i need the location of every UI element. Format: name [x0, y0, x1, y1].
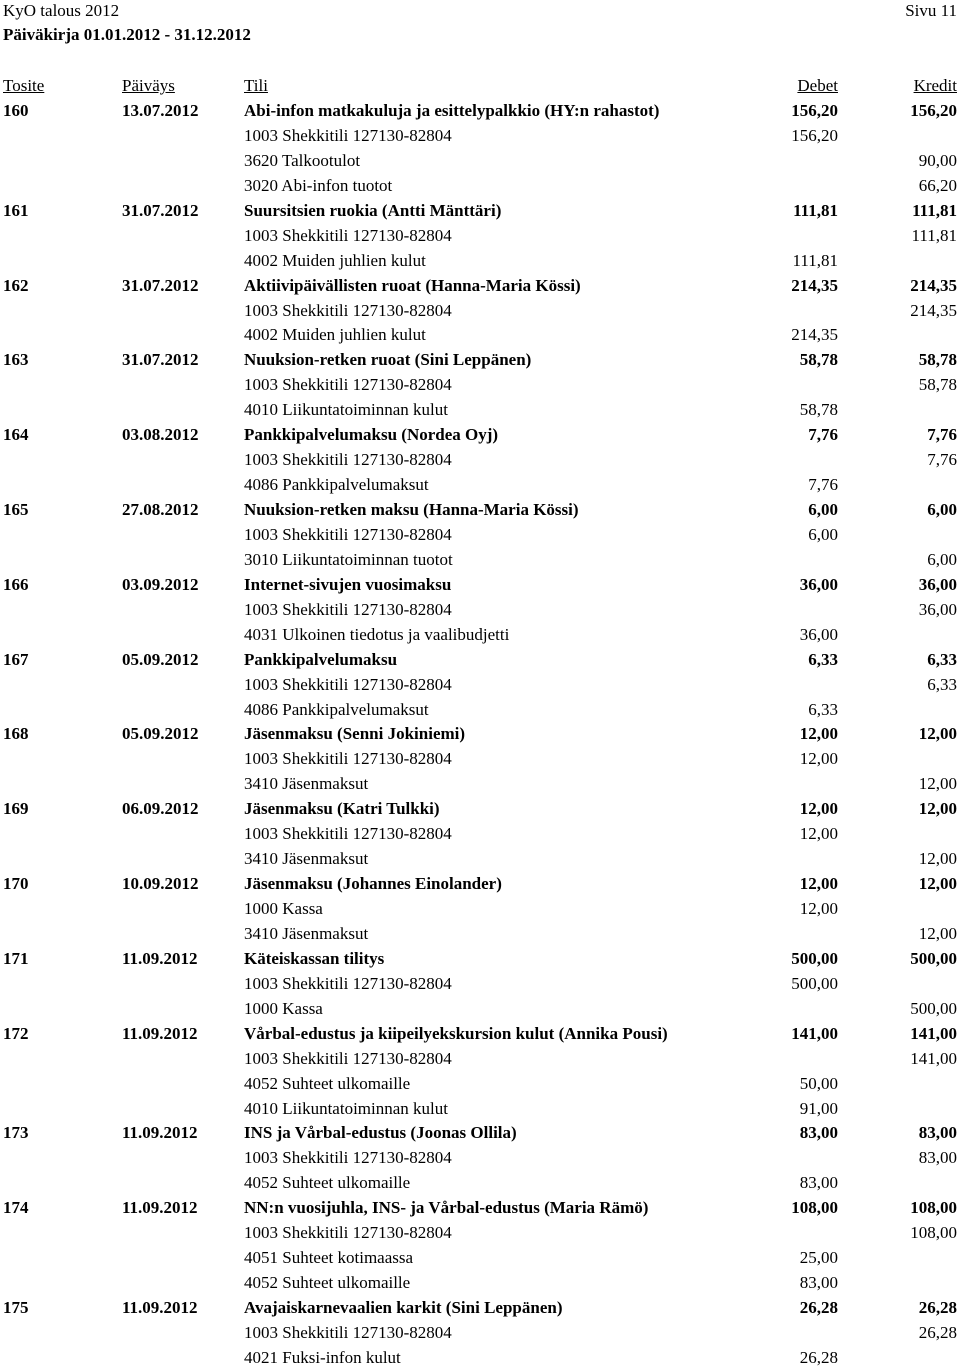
- entry-row: [0, 348, 960, 373]
- entry-row: [0, 498, 960, 523]
- line-debet: 12,00: [799, 749, 838, 769]
- line-account: 1003 Shekkitili 127130-82804: [244, 1148, 452, 1168]
- account-line-row: [0, 997, 960, 1022]
- line-account: 1003 Shekkitili 127130-82804: [244, 1322, 452, 1342]
- entry-date: 10.09.2012: [122, 874, 199, 894]
- line-account: 4021 Fuksi-infon kulut: [244, 1347, 401, 1367]
- column-header-kredit: Kredit: [913, 76, 957, 95]
- entry-debet: 111,81: [793, 200, 838, 220]
- line-account: 4010 Liikuntatoiminnan kulut: [244, 400, 448, 420]
- entry-date: 11.09.2012: [122, 1123, 198, 1143]
- line-kredit: 12,00: [918, 923, 957, 943]
- line-account: 4052 Suhteet ulkomaille: [244, 1173, 411, 1193]
- entry-description: Jäsenmaksu (Senni Jokiniemi): [244, 724, 466, 744]
- line-account: 1003 Shekkitili 127130-82804: [244, 524, 452, 544]
- entry-debet: 58,78: [799, 350, 838, 370]
- line-account: 1000 Kassa: [244, 899, 323, 918]
- entry-date: 05.09.2012: [122, 649, 199, 669]
- line-debet: 111,81: [792, 250, 838, 270]
- account-line-row: [0, 972, 960, 997]
- entry-description: Vårbal-edustus ja kiipeilyekskursion kulut (Annika Pousi): [244, 1023, 668, 1043]
- account-line-row: [0, 772, 960, 797]
- entry-row: [0, 274, 960, 299]
- line-account: 4031 Ulkoinen tiedotus ja vaalibudjetti: [244, 624, 510, 644]
- entry-debet: 214,35: [791, 275, 838, 295]
- entry-row: [0, 1022, 960, 1047]
- entry-kredit: 6,00: [927, 500, 957, 519]
- line-debet: 6,33: [808, 699, 838, 719]
- entry-debet: 12,00: [799, 799, 838, 819]
- entry-tosite: 162: [3, 275, 29, 295]
- account-line-row: [0, 1047, 960, 1072]
- entry-date: 11.09.2012: [122, 1198, 198, 1218]
- entry-tosite: 165: [3, 500, 29, 519]
- entry-description: Avajaiskarnevaalien karkit (Sini Leppänen): [244, 1298, 563, 1317]
- entry-tosite: 172: [3, 1023, 29, 1043]
- entry-kredit: 58,78: [918, 350, 957, 370]
- line-account: 1003 Shekkitili 127130-82804: [244, 225, 452, 245]
- line-debet: 91,00: [799, 1098, 838, 1118]
- entry-tosite: 174: [3, 1198, 29, 1218]
- entry-date: 11.09.2012: [122, 1023, 198, 1043]
- account-line-row: [0, 897, 960, 922]
- entry-debet: 26,28: [799, 1298, 838, 1317]
- line-account: 1003 Shekkitili 127130-82804: [244, 1048, 452, 1068]
- entry-date: 11.09.2012: [122, 1298, 198, 1317]
- page-number: Sivu 11: [905, 1, 957, 20]
- entry-description: Pankkipalvelumaksu: [244, 649, 398, 669]
- line-kredit: 108,00: [910, 1223, 957, 1243]
- line-debet: 83,00: [799, 1273, 838, 1293]
- line-account: 1003 Shekkitili 127130-82804: [244, 1223, 452, 1243]
- line-debet: 26,28: [799, 1347, 838, 1367]
- line-account: 3020 Abi-infon tuotot: [244, 175, 393, 195]
- line-kredit: 36,00: [918, 599, 957, 619]
- entry-tosite: 168: [3, 724, 29, 744]
- line-account: 3010 Liikuntatoiminnan tuotot: [244, 549, 453, 569]
- entry-row: [0, 722, 960, 747]
- entry-description: Internet-sivujen vuosimaksu: [244, 574, 452, 594]
- line-kredit: 500,00: [910, 998, 957, 1018]
- entry-debet: 12,00: [799, 724, 838, 744]
- entry-kredit: 108,00: [910, 1198, 957, 1218]
- entry-row: [0, 797, 960, 822]
- line-debet: 25,00: [799, 1248, 838, 1268]
- account-line-row: [0, 473, 960, 498]
- line-debet: 500,00: [791, 973, 838, 993]
- account-line-row: [0, 1221, 960, 1246]
- entry-description: Pankkipalvelumaksu (Nordea Oyj): [244, 425, 499, 445]
- entry-tosite: 170: [3, 874, 29, 894]
- line-kredit: 12,00: [918, 849, 957, 869]
- account-line-row: [0, 174, 960, 199]
- entry-tosite: 161: [3, 200, 29, 220]
- entry-row: [0, 1196, 960, 1221]
- account-line-row: [0, 1097, 960, 1122]
- line-account: 4010 Liikuntatoiminnan kulut: [244, 1098, 448, 1118]
- line-account: 1003 Shekkitili 127130-82804: [244, 973, 452, 993]
- line-debet: 50,00: [799, 1073, 838, 1093]
- line-account: 1003 Shekkitili 127130-82804: [244, 674, 452, 694]
- entry-date: 13.07.2012: [122, 101, 199, 120]
- account-line-row: [0, 523, 960, 548]
- entry-tosite: 175: [3, 1298, 29, 1317]
- entry-tosite: 166: [3, 574, 29, 594]
- entry-kredit: 500,00: [910, 948, 957, 968]
- line-account: 1003 Shekkitili 127130-82804: [244, 300, 452, 320]
- line-kredit: 12,00: [918, 774, 957, 794]
- account-line-row: [0, 698, 960, 723]
- line-debet: 6,00: [808, 524, 838, 544]
- account-line-row: [0, 373, 960, 398]
- line-kredit: 58,78: [918, 375, 957, 395]
- line-account: 4086 Pankkipalvelumaksut: [244, 475, 429, 495]
- line-account: 3410 Jäsenmaksut: [244, 849, 369, 869]
- entry-debet: 500,00: [791, 948, 838, 968]
- line-kredit: 7,76: [927, 450, 957, 470]
- entry-description: Aktiivipäivällisten ruoat (Hanna-Maria Kössi): [244, 275, 581, 295]
- column-header-tosite: Tosite: [3, 76, 45, 95]
- entry-tosite: 160: [3, 101, 29, 120]
- account-line-row: [0, 673, 960, 698]
- account-line-row: [0, 1171, 960, 1196]
- entry-row: [0, 99, 960, 124]
- line-kredit: 26,28: [918, 1322, 957, 1342]
- entry-debet: 83,00: [799, 1123, 838, 1143]
- entry-tosite: 169: [3, 799, 29, 819]
- account-line-row: [0, 299, 960, 324]
- account-line-row: [0, 822, 960, 847]
- entry-debet: 36,00: [799, 574, 838, 594]
- line-account: 4002 Muiden juhlien kulut: [244, 325, 426, 345]
- entry-kredit: 12,00: [918, 724, 957, 744]
- entry-tosite: 173: [3, 1123, 29, 1143]
- line-kredit: 6,00: [927, 549, 957, 569]
- account-line-row: [0, 1346, 960, 1371]
- account-line-row: [0, 398, 960, 423]
- entry-kredit: 26,28: [918, 1298, 957, 1317]
- entry-row: [0, 648, 960, 673]
- document-subtitle: Päiväkirja 01.01.2012 - 31.12.2012: [3, 25, 251, 44]
- line-kredit: 90,00: [918, 150, 957, 170]
- line-account: 3410 Jäsenmaksut: [244, 923, 369, 943]
- line-account: 1003 Shekkitili 127130-82804: [244, 824, 452, 844]
- column-header-paivays: Päiväys: [122, 76, 175, 95]
- entry-debet: 12,00: [799, 874, 838, 894]
- entry-kredit: 141,00: [910, 1023, 957, 1043]
- line-account: 4052 Suhteet ulkomaille: [244, 1273, 411, 1293]
- line-account: 4052 Suhteet ulkomaille: [244, 1073, 411, 1093]
- account-line-row: [0, 224, 960, 249]
- line-kredit: 111,81: [911, 225, 957, 245]
- entry-row: [0, 947, 960, 972]
- entry-description: Abi-infon matkakuluja ja esittelypalkkio (HY:n rahastot): [244, 101, 660, 120]
- entry-date: 31.07.2012: [122, 200, 199, 220]
- column-header-debet: Debet: [797, 76, 838, 95]
- entry-kredit: 12,00: [918, 799, 957, 819]
- line-account: 3410 Jäsenmaksut: [244, 774, 369, 794]
- entry-debet: 141,00: [791, 1023, 838, 1043]
- entry-date: 03.09.2012: [122, 574, 199, 594]
- entry-date: 03.08.2012: [122, 425, 199, 445]
- entry-kredit: 214,35: [910, 275, 957, 295]
- entry-tosite: 164: [3, 425, 29, 445]
- line-account: 1003 Shekkitili 127130-82804: [244, 125, 452, 145]
- account-line-row: [0, 623, 960, 648]
- journal-ledger: [0, 99, 960, 1371]
- account-line-row: [0, 448, 960, 473]
- entry-kredit: 156,20: [910, 101, 957, 120]
- line-account: 4051 Suhteet kotimaassa: [244, 1248, 414, 1268]
- entry-kredit: 36,00: [918, 574, 957, 594]
- line-debet: 58,78: [799, 400, 838, 420]
- entry-row: [0, 199, 960, 224]
- entry-kredit: 12,00: [918, 874, 957, 894]
- account-line-row: [0, 747, 960, 772]
- entry-description: Jäsenmaksu (Johannes Einolander): [244, 874, 502, 894]
- entry-date: 11.09.2012: [122, 948, 198, 968]
- entry-description: INS ja Vårbal-edustus (Joonas Ollila): [244, 1123, 517, 1143]
- account-line-row: [0, 1072, 960, 1097]
- account-line-row: [0, 1246, 960, 1271]
- entry-kredit: 6,33: [927, 649, 957, 669]
- account-line-row: [0, 323, 960, 348]
- entry-description: NN:n vuosijuhla, INS- ja Vårbal-edustus (Maria Rämö): [244, 1198, 649, 1218]
- entry-tosite: 171: [3, 948, 29, 968]
- entry-tosite: 163: [3, 350, 29, 370]
- line-debet: 12,00: [799, 824, 838, 844]
- entry-description: Nuuksion-retken maksu (Hanna-Maria Kössi): [244, 500, 579, 519]
- line-debet: 156,20: [791, 125, 838, 145]
- entry-row: [0, 1296, 960, 1321]
- line-account: 1003 Shekkitili 127130-82804: [244, 599, 452, 619]
- entry-date: 05.09.2012: [122, 724, 199, 744]
- column-header-tili: Tili: [244, 76, 268, 95]
- entry-date: 31.07.2012: [122, 275, 199, 295]
- entry-date: 31.07.2012: [122, 350, 199, 370]
- account-line-row: [0, 1271, 960, 1296]
- line-account: 1003 Shekkitili 127130-82804: [244, 749, 452, 769]
- entry-tosite: 167: [3, 649, 29, 669]
- line-account: 4086 Pankkipalvelumaksut: [244, 699, 429, 719]
- entry-kredit: 111,81: [912, 200, 957, 220]
- line-kredit: 6,33: [927, 674, 957, 694]
- entry-description: Jäsenmaksu (Katri Tulkki): [244, 799, 440, 819]
- account-line-row: [0, 249, 960, 274]
- account-line-row: [0, 847, 960, 872]
- line-debet: 214,35: [791, 325, 838, 345]
- line-kredit: 66,20: [918, 175, 957, 195]
- line-kredit: 214,35: [910, 300, 957, 320]
- entry-description: Suursitsien ruokia (Antti Mänttäri): [244, 200, 502, 220]
- entry-description: Nuuksion-retken ruoat (Sini Leppänen): [244, 350, 532, 370]
- line-debet: 83,00: [799, 1173, 838, 1193]
- entry-debet: 6,33: [808, 649, 838, 669]
- line-kredit: 83,00: [918, 1148, 957, 1168]
- line-debet: 12,00: [799, 899, 838, 918]
- line-debet: 7,76: [808, 475, 838, 495]
- line-account: 4002 Muiden juhlien kulut: [244, 250, 426, 270]
- account-line-row: [0, 598, 960, 623]
- entry-kredit: 7,76: [927, 425, 957, 445]
- entry-row: [0, 423, 960, 448]
- entry-date: 06.09.2012: [122, 799, 199, 819]
- entry-debet: 6,00: [808, 500, 838, 519]
- account-line-row: [0, 922, 960, 947]
- entry-row: [0, 1121, 960, 1146]
- entry-description: Käteiskassan tilitys: [244, 948, 385, 968]
- entry-debet: 156,20: [791, 101, 838, 120]
- entry-debet: 108,00: [791, 1198, 838, 1218]
- entry-debet: 7,76: [808, 425, 838, 445]
- account-line-row: [0, 1146, 960, 1171]
- entry-row: [0, 573, 960, 598]
- account-line-row: [0, 124, 960, 149]
- line-account: 1003 Shekkitili 127130-82804: [244, 450, 452, 470]
- line-account: 3620 Talkootulot: [244, 150, 361, 170]
- document-title: KyO talous 2012: [3, 1, 120, 20]
- account-line-row: [0, 149, 960, 174]
- account-line-row: [0, 548, 960, 573]
- line-account: 1003 Shekkitili 127130-82804: [244, 375, 452, 395]
- entry-kredit: 83,00: [918, 1123, 957, 1143]
- entry-row: [0, 872, 960, 897]
- line-account: 1000 Kassa: [244, 998, 323, 1018]
- account-line-row: [0, 1321, 960, 1346]
- line-debet: 36,00: [799, 624, 838, 644]
- entry-date: 27.08.2012: [122, 500, 199, 519]
- line-kredit: 141,00: [910, 1048, 957, 1068]
